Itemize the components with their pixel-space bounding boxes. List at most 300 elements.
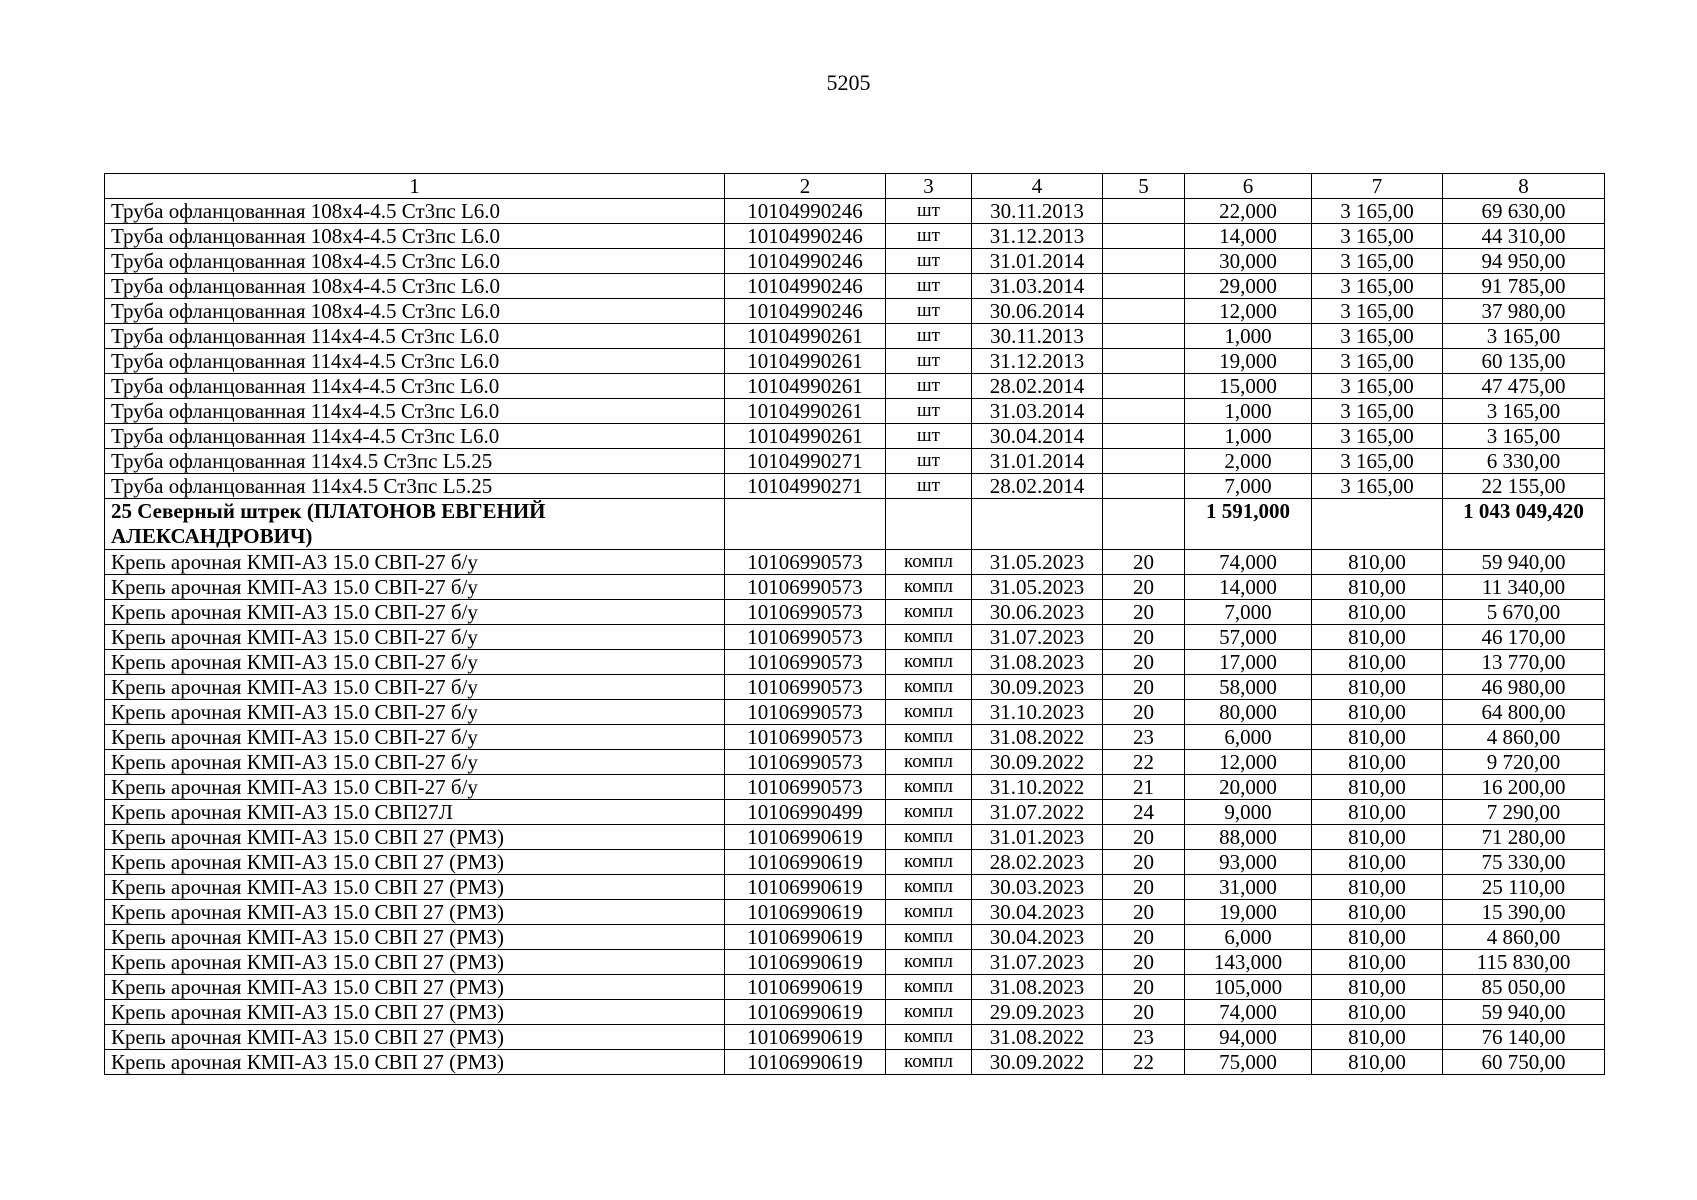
- cell-code: 10106990619: [725, 875, 886, 900]
- cell-unit: шт: [886, 324, 972, 349]
- cell-c5: 20: [1103, 950, 1185, 975]
- cell-date: 31.07.2023: [972, 950, 1103, 975]
- column-header: 4: [972, 174, 1103, 199]
- cell-code: 10106990573: [725, 650, 886, 675]
- cell-c5: 20: [1103, 925, 1185, 950]
- column-header: 1: [105, 174, 725, 199]
- cell-code: 10106990619: [725, 975, 886, 1000]
- cell-code: 10104990261: [725, 349, 886, 374]
- cell-qty: 93,000: [1185, 850, 1312, 875]
- cell-sum: 4 860,00: [1443, 725, 1605, 750]
- cell-qty: 19,000: [1185, 900, 1312, 925]
- cell-qty: 74,000: [1185, 1000, 1312, 1025]
- cell-date: 30.06.2023: [972, 600, 1103, 625]
- cell-sum: 16 200,00: [1443, 775, 1605, 800]
- cell-code: 10104990246: [725, 199, 886, 224]
- cell-price: 810,00: [1312, 975, 1443, 1000]
- cell-qty: 88,000: [1185, 825, 1312, 850]
- cell-sum: 3 165,00: [1443, 424, 1605, 449]
- cell-price: 810,00: [1312, 675, 1443, 700]
- cell-unit: компл: [886, 900, 972, 925]
- cell-date: 31.05.2023: [972, 575, 1103, 600]
- cell-code: 10106990573: [725, 675, 886, 700]
- cell-c5: 20: [1103, 1000, 1185, 1025]
- cell-price: 810,00: [1312, 750, 1443, 775]
- cell-date: 31.07.2022: [972, 800, 1103, 825]
- cell-c5: 23: [1103, 725, 1185, 750]
- cell-price: 3 165,00: [1312, 474, 1443, 499]
- cell-date: 31.08.2022: [972, 1025, 1103, 1050]
- cell-price: 810,00: [1312, 875, 1443, 900]
- cell-qty: 29,000: [1185, 274, 1312, 299]
- group-qty-total: 1 591,000: [1185, 499, 1312, 550]
- cell-qty: 6,000: [1185, 725, 1312, 750]
- cell-price: 810,00: [1312, 775, 1443, 800]
- table-row: [105, 374, 1605, 399]
- cell-sum: 4 860,00: [1443, 925, 1605, 950]
- cell-sum: 85 050,00: [1443, 975, 1605, 1000]
- cell-sum: 75 330,00: [1443, 850, 1605, 875]
- cell-unit: компл: [886, 1050, 972, 1075]
- group-price-cell: [1312, 499, 1443, 550]
- cell-price: 3 165,00: [1312, 249, 1443, 274]
- cell-code: 10106990573: [725, 700, 886, 725]
- cell-code: 10104990246: [725, 224, 886, 249]
- cell-price: 810,00: [1312, 700, 1443, 725]
- cell-date: 31.08.2022: [972, 725, 1103, 750]
- cell-price: 3 165,00: [1312, 374, 1443, 399]
- cell-price: 3 165,00: [1312, 449, 1443, 474]
- table-row: [105, 850, 1605, 875]
- cell-name: Крепь арочная КМП-А3 15.0 СВП-27 б/у: [105, 675, 725, 700]
- cell-qty: 74,000: [1185, 550, 1312, 575]
- cell-unit: компл: [886, 875, 972, 900]
- cell-name: Труба офланцованная 114х4-4.5 Ст3пс L6.0: [105, 374, 725, 399]
- cell-unit: компл: [886, 725, 972, 750]
- group-sum-total: 1 043 049,420: [1443, 499, 1605, 550]
- column-header: 7: [1312, 174, 1443, 199]
- table-row: [105, 650, 1605, 675]
- cell-qty: 1,000: [1185, 399, 1312, 424]
- cell-sum: 60 135,00: [1443, 349, 1605, 374]
- table-row: [105, 875, 1605, 900]
- table-row: [105, 199, 1605, 224]
- support-rows: [105, 550, 1605, 1075]
- cell-date: 30.09.2022: [972, 750, 1103, 775]
- cell-unit: компл: [886, 625, 972, 650]
- cell-qty: 17,000: [1185, 650, 1312, 675]
- cell-code: 10106990573: [725, 725, 886, 750]
- table-row: [105, 975, 1605, 1000]
- group-date-cell: [972, 499, 1103, 550]
- cell-name: Труба офланцованная 108х4-4.5 Ст3пс L6.0: [105, 199, 725, 224]
- cell-sum: 76 140,00: [1443, 1025, 1605, 1050]
- cell-unit: компл: [886, 975, 972, 1000]
- cell-c5: [1103, 324, 1185, 349]
- cell-c5: 22: [1103, 750, 1185, 775]
- cell-name: Крепь арочная КМП-А3 15.0 СВП-27 б/у: [105, 725, 725, 750]
- cell-c5: 20: [1103, 700, 1185, 725]
- cell-sum: 46 170,00: [1443, 625, 1605, 650]
- cell-price: 810,00: [1312, 725, 1443, 750]
- cell-c5: 20: [1103, 825, 1185, 850]
- column-header: 2: [725, 174, 886, 199]
- cell-date: 30.11.2013: [972, 199, 1103, 224]
- cell-qty: 12,000: [1185, 750, 1312, 775]
- cell-price: 810,00: [1312, 800, 1443, 825]
- cell-price: 3 165,00: [1312, 199, 1443, 224]
- page-number: 5205: [826, 70, 871, 95]
- cell-sum: 3 165,00: [1443, 399, 1605, 424]
- cell-unit: компл: [886, 675, 972, 700]
- table-row: [105, 675, 1605, 700]
- cell-price: 810,00: [1312, 900, 1443, 925]
- cell-name: Крепь арочная КМП-А3 15.0 СВП-27 б/у: [105, 650, 725, 675]
- cell-sum: 13 770,00: [1443, 650, 1605, 675]
- cell-code: 10106990573: [725, 550, 886, 575]
- cell-date: 31.10.2022: [972, 775, 1103, 800]
- cell-price: 810,00: [1312, 925, 1443, 950]
- cell-c5: 20: [1103, 675, 1185, 700]
- cell-name: Крепь арочная КМП-А3 15.0 СВП 27 (РМЗ): [105, 1025, 725, 1050]
- cell-c5: 20: [1103, 550, 1185, 575]
- table-row: [105, 575, 1605, 600]
- cell-name: Крепь арочная КМП-А3 15.0 СВП 27 (РМЗ): [105, 825, 725, 850]
- cell-sum: 5 670,00: [1443, 600, 1605, 625]
- cell-unit: компл: [886, 825, 972, 850]
- cell-sum: 6 330,00: [1443, 449, 1605, 474]
- cell-sum: 115 830,00: [1443, 950, 1605, 975]
- cell-date: 30.09.2023: [972, 675, 1103, 700]
- cell-c5: [1103, 399, 1185, 424]
- cell-name: Крепь арочная КМП-А3 15.0 СВП 27 (РМЗ): [105, 1000, 725, 1025]
- cell-name: Труба офланцованная 114х4-4.5 Ст3пс L6.0: [105, 424, 725, 449]
- cell-date: 30.04.2023: [972, 900, 1103, 925]
- cell-code: 10106990619: [725, 825, 886, 850]
- cell-date: 30.03.2023: [972, 875, 1103, 900]
- cell-c5: 20: [1103, 600, 1185, 625]
- cell-c5: [1103, 274, 1185, 299]
- cell-unit: шт: [886, 224, 972, 249]
- table-row: [105, 900, 1605, 925]
- cell-c5: [1103, 349, 1185, 374]
- column-number-row: [105, 174, 1605, 199]
- cell-qty: 1,000: [1185, 324, 1312, 349]
- cell-date: 31.01.2014: [972, 449, 1103, 474]
- cell-c5: 20: [1103, 575, 1185, 600]
- cell-qty: 31,000: [1185, 875, 1312, 900]
- inventory-table: [104, 173, 1605, 1075]
- cell-name: Крепь арочная КМП-А3 15.0 СВП-27 б/у: [105, 575, 725, 600]
- cell-unit: шт: [886, 474, 972, 499]
- cell-unit: компл: [886, 550, 972, 575]
- column-header: 3: [886, 174, 972, 199]
- cell-name: Крепь арочная КМП-А3 15.0 СВП-27 б/у: [105, 600, 725, 625]
- cell-date: 31.08.2023: [972, 650, 1103, 675]
- cell-date: 31.07.2023: [972, 625, 1103, 650]
- cell-price: 810,00: [1312, 1025, 1443, 1050]
- cell-qty: 143,000: [1185, 950, 1312, 975]
- table-row: [105, 249, 1605, 274]
- cell-unit: шт: [886, 349, 972, 374]
- cell-code: 10104990246: [725, 299, 886, 324]
- cell-unit: компл: [886, 600, 972, 625]
- cell-name: Крепь арочная КМП-А3 15.0 СВП-27 б/у: [105, 700, 725, 725]
- cell-name: Труба офланцованная 108х4-4.5 Ст3пс L6.0: [105, 249, 725, 274]
- group-unit-cell: [886, 499, 972, 550]
- cell-unit: компл: [886, 800, 972, 825]
- cell-c5: 21: [1103, 775, 1185, 800]
- table-row: [105, 775, 1605, 800]
- cell-sum: 71 280,00: [1443, 825, 1605, 850]
- cell-unit: компл: [886, 950, 972, 975]
- cell-unit: шт: [886, 249, 972, 274]
- cell-code: 10106990573: [725, 775, 886, 800]
- cell-date: 31.10.2023: [972, 700, 1103, 725]
- cell-c5: [1103, 299, 1185, 324]
- cell-code: 10106990573: [725, 575, 886, 600]
- cell-qty: 2,000: [1185, 449, 1312, 474]
- cell-code: 10104990246: [725, 249, 886, 274]
- cell-c5: [1103, 424, 1185, 449]
- cell-code: 10106990573: [725, 750, 886, 775]
- table-row: [105, 224, 1605, 249]
- table-row: [105, 750, 1605, 775]
- cell-price: 3 165,00: [1312, 324, 1443, 349]
- cell-name: Крепь арочная КМП-А3 15.0 СВП-27 б/у: [105, 750, 725, 775]
- cell-date: 31.05.2023: [972, 550, 1103, 575]
- cell-name: Крепь арочная КМП-А3 15.0 СВП-27 б/у: [105, 625, 725, 650]
- cell-unit: компл: [886, 750, 972, 775]
- cell-date: 28.02.2014: [972, 374, 1103, 399]
- cell-sum: 64 800,00: [1443, 700, 1605, 725]
- cell-name: Труба офланцованная 108х4-4.5 Ст3пс L6.0: [105, 224, 725, 249]
- cell-unit: компл: [886, 575, 972, 600]
- cell-qty: 30,000: [1185, 249, 1312, 274]
- cell-unit: шт: [886, 374, 972, 399]
- cell-unit: компл: [886, 775, 972, 800]
- cell-unit: шт: [886, 199, 972, 224]
- cell-code: 10106990619: [725, 1000, 886, 1025]
- cell-sum: 47 475,00: [1443, 374, 1605, 399]
- cell-code: 10106990573: [725, 625, 886, 650]
- cell-c5: [1103, 249, 1185, 274]
- cell-code: 10104990271: [725, 474, 886, 499]
- cell-price: 3 165,00: [1312, 399, 1443, 424]
- cell-qty: 7,000: [1185, 600, 1312, 625]
- cell-price: 810,00: [1312, 950, 1443, 975]
- cell-price: 810,00: [1312, 575, 1443, 600]
- cell-qty: 75,000: [1185, 1050, 1312, 1075]
- cell-name: Крепь арочная КМП-А3 15.0 СВП-27 б/у: [105, 550, 725, 575]
- table-row: [105, 1025, 1605, 1050]
- table-row: [105, 474, 1605, 499]
- cell-name: Труба офланцованная 108х4-4.5 Ст3пс L6.0: [105, 274, 725, 299]
- cell-code: 10106990619: [725, 900, 886, 925]
- cell-date: 31.01.2014: [972, 249, 1103, 274]
- cell-name: Труба офланцованная 108х4-4.5 Ст3пс L6.0: [105, 299, 725, 324]
- cell-c5: 22: [1103, 1050, 1185, 1075]
- cell-qty: 14,000: [1185, 224, 1312, 249]
- table-row: [105, 299, 1605, 324]
- cell-name: Труба офланцованная 114х4.5 Ст3пс L5.25: [105, 449, 725, 474]
- cell-unit: шт: [886, 299, 972, 324]
- cell-sum: 37 980,00: [1443, 299, 1605, 324]
- cell-sum: 69 630,00: [1443, 199, 1605, 224]
- table-row: [105, 424, 1605, 449]
- cell-date: 31.12.2013: [972, 349, 1103, 374]
- cell-unit: шт: [886, 399, 972, 424]
- cell-c5: [1103, 224, 1185, 249]
- cell-sum: 91 785,00: [1443, 274, 1605, 299]
- pipe-rows: [105, 199, 1605, 499]
- cell-name: Крепь арочная КМП-А3 15.0 СВП27Л: [105, 800, 725, 825]
- cell-c5: [1103, 474, 1185, 499]
- cell-price: 3 165,00: [1312, 349, 1443, 374]
- cell-unit: шт: [886, 274, 972, 299]
- table-row: [105, 950, 1605, 975]
- cell-price: 810,00: [1312, 825, 1443, 850]
- table-row: [105, 1000, 1605, 1025]
- cell-unit: компл: [886, 850, 972, 875]
- cell-name: Крепь арочная КМП-А3 15.0 СВП 27 (РМЗ): [105, 1050, 725, 1075]
- cell-sum: 11 340,00: [1443, 575, 1605, 600]
- cell-qty: 6,000: [1185, 925, 1312, 950]
- cell-date: 30.04.2023: [972, 925, 1103, 950]
- group-header-row: [105, 499, 1605, 550]
- cell-sum: 9 720,00: [1443, 750, 1605, 775]
- cell-c5: 20: [1103, 650, 1185, 675]
- cell-c5: [1103, 374, 1185, 399]
- cell-unit: шт: [886, 424, 972, 449]
- cell-date: 31.03.2014: [972, 274, 1103, 299]
- cell-qty: 20,000: [1185, 775, 1312, 800]
- group-code-cell: [725, 499, 886, 550]
- cell-qty: 1,000: [1185, 424, 1312, 449]
- cell-sum: 44 310,00: [1443, 224, 1605, 249]
- cell-qty: 58,000: [1185, 675, 1312, 700]
- cell-price: 810,00: [1312, 550, 1443, 575]
- cell-code: 10106990573: [725, 600, 886, 625]
- cell-c5: [1103, 199, 1185, 224]
- cell-name: Труба офланцованная 114х4-4.5 Ст3пс L6.0: [105, 324, 725, 349]
- cell-qty: 12,000: [1185, 299, 1312, 324]
- table-row: [105, 324, 1605, 349]
- cell-c5: 20: [1103, 900, 1185, 925]
- cell-code: 10104990261: [725, 399, 886, 424]
- cell-unit: компл: [886, 1000, 972, 1025]
- cell-name: Крепь арочная КМП-А3 15.0 СВП 27 (РМЗ): [105, 925, 725, 950]
- cell-name: Труба офланцованная 114х4-4.5 Ст3пс L6.0: [105, 349, 725, 374]
- cell-price: 3 165,00: [1312, 224, 1443, 249]
- cell-price: 810,00: [1312, 1000, 1443, 1025]
- cell-price: 3 165,00: [1312, 299, 1443, 324]
- cell-date: 30.09.2022: [972, 1050, 1103, 1075]
- cell-price: 810,00: [1312, 850, 1443, 875]
- cell-qty: 80,000: [1185, 700, 1312, 725]
- table-row: [105, 725, 1605, 750]
- table-row: [105, 399, 1605, 424]
- cell-date: 30.06.2014: [972, 299, 1103, 324]
- cell-code: 10106990499: [725, 800, 886, 825]
- cell-sum: 7 290,00: [1443, 800, 1605, 825]
- cell-code: 10106990619: [725, 925, 886, 950]
- table-row: [105, 600, 1605, 625]
- table-row: [105, 449, 1605, 474]
- cell-c5: 20: [1103, 850, 1185, 875]
- cell-unit: компл: [886, 700, 972, 725]
- cell-code: 10106990619: [725, 1025, 886, 1050]
- cell-price: 3 165,00: [1312, 274, 1443, 299]
- cell-date: 28.02.2023: [972, 850, 1103, 875]
- cell-code: 10106990619: [725, 950, 886, 975]
- cell-unit: компл: [886, 650, 972, 675]
- cell-code: 10104990261: [725, 424, 886, 449]
- cell-name: Труба офланцованная 114х4.5 Ст3пс L5.25: [105, 474, 725, 499]
- cell-name: Труба офланцованная 114х4-4.5 Ст3пс L6.0: [105, 399, 725, 424]
- cell-code: 10104990261: [725, 374, 886, 399]
- column-header: 6: [1185, 174, 1312, 199]
- cell-date: 28.02.2014: [972, 474, 1103, 499]
- cell-sum: 15 390,00: [1443, 900, 1605, 925]
- cell-sum: 3 165,00: [1443, 324, 1605, 349]
- cell-sum: 59 940,00: [1443, 1000, 1605, 1025]
- cell-name: Крепь арочная КМП-А3 15.0 СВП 27 (РМЗ): [105, 900, 725, 925]
- cell-qty: 105,000: [1185, 975, 1312, 1000]
- cell-code: 10106990619: [725, 850, 886, 875]
- cell-unit: компл: [886, 1025, 972, 1050]
- cell-c5: 20: [1103, 975, 1185, 1000]
- cell-price: 3 165,00: [1312, 424, 1443, 449]
- cell-unit: компл: [886, 925, 972, 950]
- cell-date: 30.11.2013: [972, 324, 1103, 349]
- cell-sum: 60 750,00: [1443, 1050, 1605, 1075]
- table-row: [105, 925, 1605, 950]
- table-row: [105, 274, 1605, 299]
- cell-qty: 94,000: [1185, 1025, 1312, 1050]
- cell-date: 30.04.2014: [972, 424, 1103, 449]
- cell-sum: 94 950,00: [1443, 249, 1605, 274]
- cell-code: 10104990271: [725, 449, 886, 474]
- cell-date: 31.08.2023: [972, 975, 1103, 1000]
- group-col5-cell: [1103, 499, 1185, 550]
- cell-name: Крепь арочная КМП-А3 15.0 СВП 27 (РМЗ): [105, 975, 725, 1000]
- cell-qty: 14,000: [1185, 575, 1312, 600]
- cell-c5: [1103, 449, 1185, 474]
- cell-code: 10104990261: [725, 324, 886, 349]
- group-name: 25 Северный штрек (ПЛАТОНОВ ЕВГЕНИЙ АЛЕКСАНДРОВИЧ): [105, 499, 725, 550]
- cell-sum: 46 980,00: [1443, 675, 1605, 700]
- cell-unit: шт: [886, 449, 972, 474]
- table-row: [105, 349, 1605, 374]
- cell-code: 10106990619: [725, 1050, 886, 1075]
- cell-c5: 20: [1103, 875, 1185, 900]
- cell-qty: 22,000: [1185, 199, 1312, 224]
- cell-date: 29.09.2023: [972, 1000, 1103, 1025]
- cell-date: 31.01.2023: [972, 825, 1103, 850]
- cell-name: Крепь арочная КМП-А3 15.0 СВП-27 б/у: [105, 775, 725, 800]
- cell-price: 810,00: [1312, 650, 1443, 675]
- column-header: 8: [1443, 174, 1605, 199]
- group-section: [105, 499, 1605, 550]
- table-row: [105, 625, 1605, 650]
- table-row: [105, 825, 1605, 850]
- cell-sum: 59 940,00: [1443, 550, 1605, 575]
- cell-date: 31.03.2014: [972, 399, 1103, 424]
- cell-price: 810,00: [1312, 600, 1443, 625]
- cell-c5: 24: [1103, 800, 1185, 825]
- cell-sum: 25 110,00: [1443, 875, 1605, 900]
